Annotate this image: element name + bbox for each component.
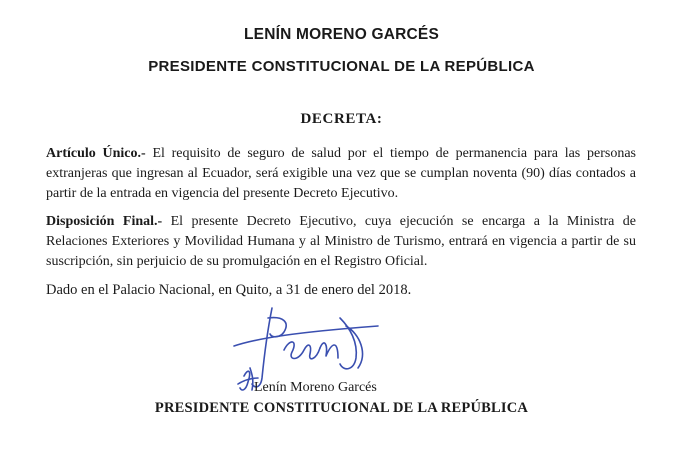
decree-heading: DECRETA: [300, 111, 383, 127]
disposicion-final-text: El presente Decreto Ejecutivo, cuya ejecución se encarga a la Ministra de Relaciones Exteriores y Movilidad Humana y al Ministro de Turismo, entrará en vigencia a partir de su suscripción, sin perjuicio de su promulgación en el Registro Oficial. [46, 214, 636, 269]
header-title: PRESIDENTE CONSTITUCIONAL DE LA REPÚBLICA [148, 58, 535, 75]
signatory-name: Lenín Moreno Garcés [254, 380, 377, 395]
articulo-unico-text: El requisito de seguro de salud por el tiempo de permanencia para las personas extranjeras que ingresan al Ecuador, será exigible una vez que se cumplan noventa (90) días contados a partir de la entrada en vigencia del presente Decreto Ejecutivo. [46, 146, 636, 201]
disposicion-final-label: Disposición Final.- [46, 214, 163, 229]
dado-en-line: Dado en el Palacio Nacional, en Quito, a 31 de enero del 2018. [46, 282, 412, 298]
articulo-unico-label: Artículo Único.- [46, 146, 146, 161]
header-name: LENÍN MORENO GARCÉS [244, 26, 439, 43]
articulo-unico-paragraph [46, 144, 636, 204]
signatory-title: PRESIDENTE CONSTITUCIONAL DE LA REPÚBLICA [154, 400, 529, 416]
disposicion-final-paragraph [46, 212, 636, 272]
